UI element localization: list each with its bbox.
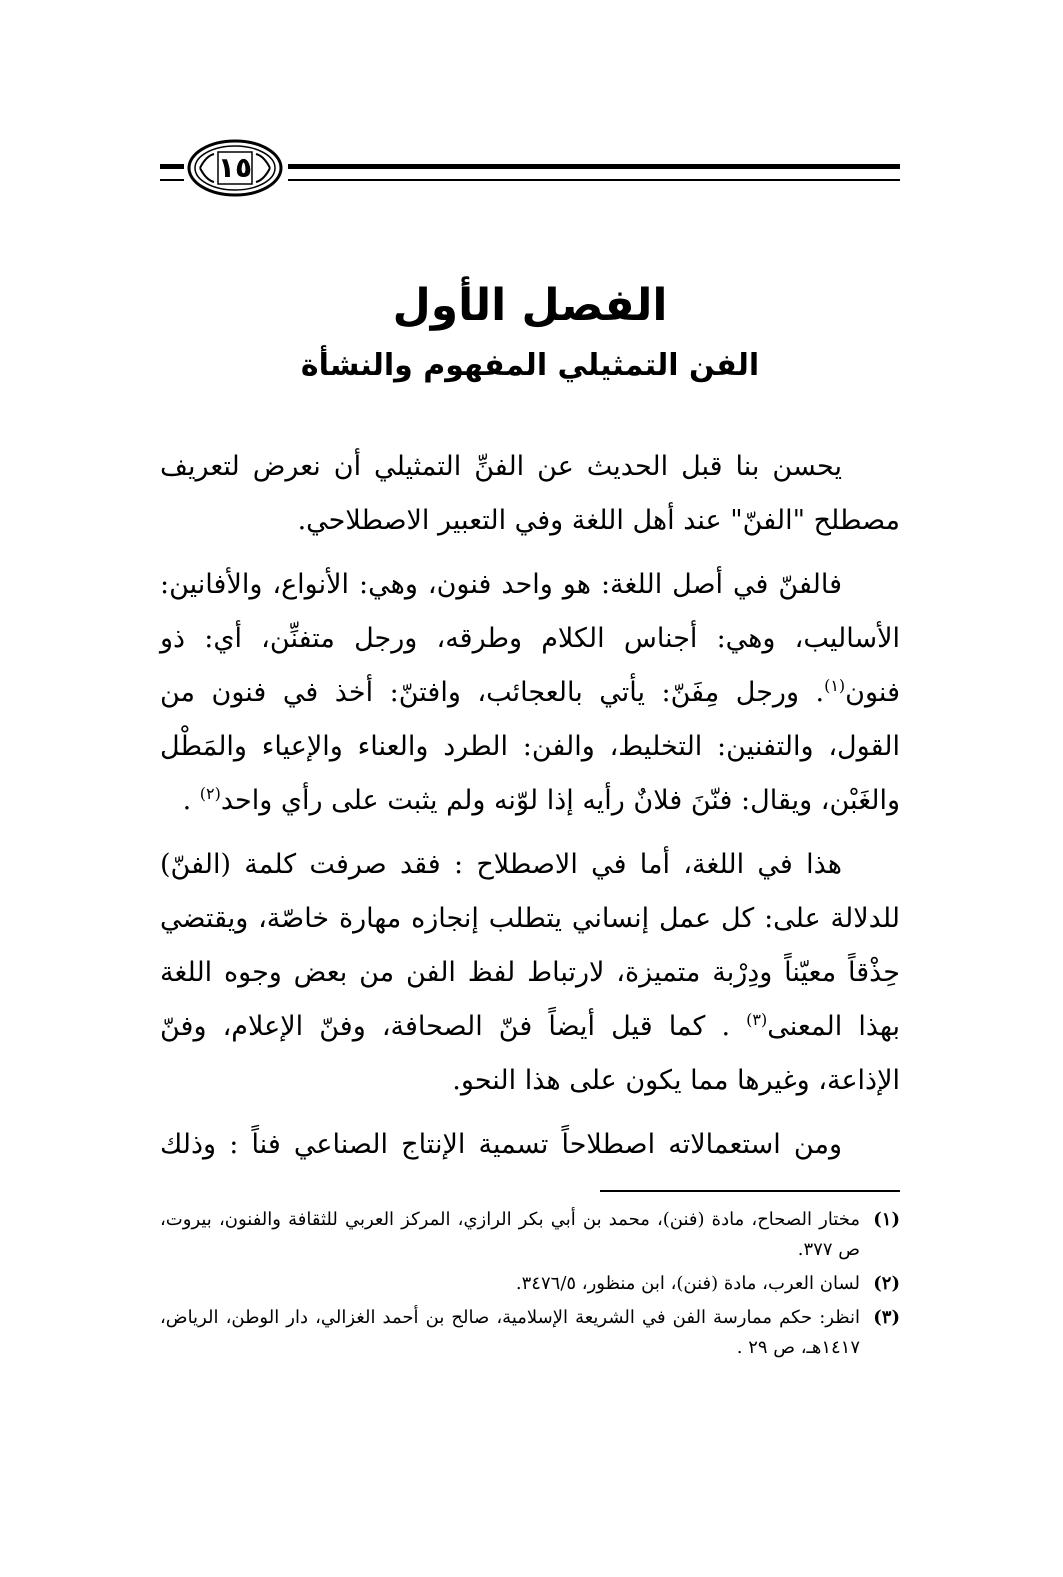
footnote-number: (٢) [873,1273,900,1294]
chapter-title: الفصل الأول [392,280,668,331]
footnote-text: انظر: حكم ممارسة الفن في الشريعة الإسلامية، صالح بن أحمد الغزالي، دار الوطن، الرياض، ١٤١٧هـ، ص ٢٩ . [160,1307,860,1358]
footnote-1 [160,1205,900,1265]
footnote-separator [600,1190,900,1192]
body-text [160,440,900,1182]
footnote-text: مختار الصحاح، مادة (فنن)، محمد بن أبي بكر الرازي، المركز العربي للثقافة والفنون، بيروت، ص ٣٧٧. [160,1209,860,1260]
header-rule [288,164,900,181]
paragraph-4: ومن استعمالاته اصطلاحاً تسمية الإنتاج الصناعي فناً : وذلك [160,1129,842,1160]
footnote-ref-3: (٣) [746,1010,768,1029]
header-rule-left [160,164,184,181]
paragraph-2-part-a: فالفنّ في أصل اللغة: هو واحد فنون، وهي: الأنواع، والأفانين: الأساليب، وهي: أجناس الكلام وطرقه، ورجل متفنِّن، أي: ذو فنون [160,569,900,708]
paragraph-3 [160,838,900,1108]
paragraph-2-part-b: . ورجل مِفَنّ: يأتي بالعجائب، وافتنّ: أخذ في فنون من القول، والتفنين: التخليط، والفن: الطرد والعناء والإعياء والمَطْل والغَبْن، ويقال: فنّنَ فلانٌ رأيه إذا لوّنه ولم يثبت على رأي واحد [160,677,900,816]
paragraph-3-part-a: هذا في اللغة، أما في الاصطلاح : فقد صرفت كلمة (الفنّ) للدلالة على: كل عمل إنساني يتطلب إنجازه مهارة خاصّة، ويقتضي حِذْقاً معيّناً ودِرْبة متميزة، لارتباط لفظ الفن من بعض وجوه اللغة بهذا المعنى [160,849,901,1042]
footnote-ref-1: (١) [824,676,846,695]
footnote-3 [160,1303,900,1363]
footnote-ref-2: (٢) [199,784,221,803]
footnote-number: (١) [873,1209,900,1230]
footnote-2 [160,1269,900,1299]
chapter-subtitle: الفن التمثيلي المفهوم والنشأة [300,348,760,383]
paragraph-2-part-c: . [182,785,200,816]
page-number-medallion [186,138,284,198]
footnotes [160,1205,900,1367]
paragraph-3-part-b: . كما قيل أيضاً فنّ الصحافة، وفنّ الإعلام، وفنّ الإذاعة، وغيرها مما يكون على هذا النحو. [160,1011,900,1096]
footnote-number: (٣) [873,1307,900,1328]
footnote-text: لسان العرب، مادة (فنن)، ابن منظور، ٣٤٧٦/٥. [515,1273,860,1294]
paragraph-1: يحسن بنا قبل الحديث عن الفنِّ التمثيلي أن نعرض لتعريف مصطلح "الفنّ" عند أهل اللغة وفي التعبير الاصطلاحي. [160,451,900,536]
page-header [160,138,900,208]
paragraph-2 [160,558,900,828]
page-number: ١٥ [217,151,253,184]
